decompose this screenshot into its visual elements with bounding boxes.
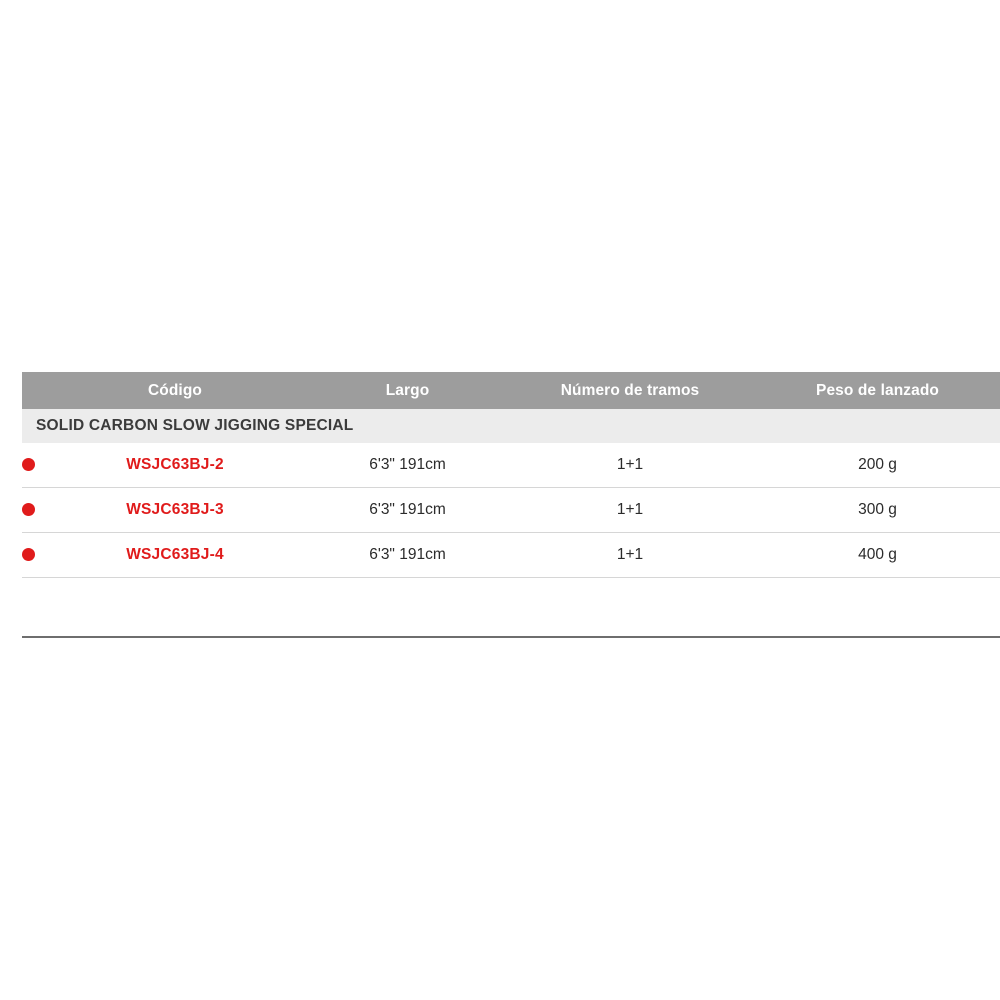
table-closing-rule [22, 636, 1000, 638]
table-head [22, 372, 1000, 409]
table-row [22, 443, 1000, 488]
column-header-tramos: Número de tramos [505, 372, 755, 409]
column-header-largo: Largo [310, 372, 505, 409]
row-bullet-cell [22, 488, 40, 533]
cell-tramos: 1+1 [505, 533, 755, 578]
cell-largo: 6'3" 191cm [310, 443, 505, 488]
row-bullet-cell [22, 443, 40, 488]
cell-largo: 6'3" 191cm [310, 488, 505, 533]
table-footer-band [22, 578, 1000, 636]
column-header-peso: Peso de lanzado [755, 372, 1000, 409]
table-row [22, 533, 1000, 578]
column-header-codigo: Código [40, 372, 310, 409]
specification-table [22, 372, 1000, 578]
cell-largo: 6'3" 191cm [310, 533, 505, 578]
cell-peso: 400 g [755, 533, 1000, 578]
red-dot-icon [22, 548, 35, 561]
red-dot-icon [22, 458, 35, 471]
cell-codigo: WSJC63BJ-2 [40, 443, 310, 488]
cell-tramos: 1+1 [505, 488, 755, 533]
specification-table-container [22, 372, 1000, 638]
column-header-bullet [22, 372, 40, 409]
row-bullet-cell [22, 533, 40, 578]
table-header-row [22, 372, 1000, 409]
table-row [22, 488, 1000, 533]
cell-tramos: 1+1 [505, 443, 755, 488]
cell-codigo: WSJC63BJ-3 [40, 488, 310, 533]
cell-peso: 300 g [755, 488, 1000, 533]
table-group-row [22, 409, 1000, 443]
cell-peso: 200 g [755, 443, 1000, 488]
table-body [22, 409, 1000, 578]
red-dot-icon [22, 503, 35, 516]
cell-codigo: WSJC63BJ-4 [40, 533, 310, 578]
group-row-label: SOLID CARBON SLOW JIGGING SPECIAL [22, 409, 1000, 443]
